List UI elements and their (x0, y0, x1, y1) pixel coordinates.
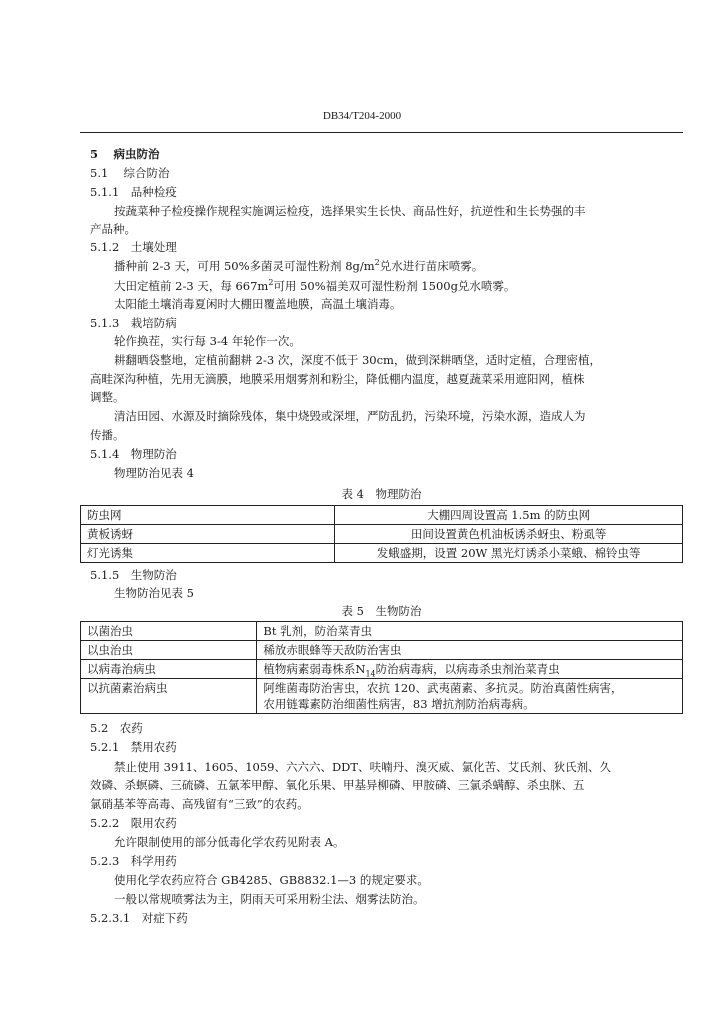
paragraph-line: 物理防治见表 4 (114, 466, 194, 480)
subscript: 14 (365, 669, 376, 679)
table-cell: 大棚四周设置高 1.5m 的防虫网 (335, 506, 683, 525)
cell-line: 农用链霉素防治细菌性病害，83 增抗剂防治病毒病。 (263, 697, 535, 711)
table-4-caption: 表 4 物理防治 (341, 487, 422, 501)
paragraph-line: 高畦深沟种植，先用无滴膜，地膜采用烟雾剂和粉尘，降低棚内温度，越夏蔬菜采用遮阳网，植株 (90, 372, 585, 386)
section-5-1-1-heading: 5.1.1 品种检疫 (90, 185, 177, 199)
table-cell: 发蛾盛期，设置 20W 黑光灯诱杀小菜蛾、棉铃虫等 (335, 544, 683, 563)
section-5-1-2-heading: 5.1.2 土壤处理 (90, 240, 177, 254)
paragraph-line: 效磷、杀螟磷、三硫磷、五氯苯甲醇、氧化乐果、甲基异柳磷、甲胺磷、三氯杀螨醇、杀虫脒、五 (90, 778, 585, 792)
superscript: 2 (374, 258, 380, 268)
section-5-1-3-heading: 5.1.3 栽培防病 (90, 316, 177, 330)
paragraph-line: 按蔬菜种子检疫操作规程实施调运检疫，选择果实生长快、商品性好，抗逆性和生长势强的丰 (114, 204, 586, 218)
section-5-heading: 5 病虫防治 (90, 147, 160, 161)
section-5-2-3-heading: 5.2.3 科学用药 (90, 854, 177, 868)
table-cell: 防虫网 (81, 506, 335, 525)
paragraph-line: 太阳能土壤消毒夏闲时大棚田覆盖地膜，高温土壤消毒。 (114, 297, 402, 311)
paragraph-line: 轮作换茬，实行每 3-4 年轮作一次。 (114, 334, 301, 348)
table-cell: 黄板诱蚜 (81, 525, 335, 544)
table-row (81, 506, 683, 525)
paragraph-line: 传播。 (90, 428, 125, 442)
table-row (81, 679, 683, 714)
cell-line: 阿维菌毒防治害虫，农抗 120、武夷菌素、多抗灵。防治真菌性病害， (263, 681, 623, 695)
paragraph-line: 使用化学农药应符合 GB4285、GB8832.1—3 的规定要求。 (114, 873, 429, 887)
section-5-2-1-heading: 5.2.1 禁用农药 (90, 740, 177, 754)
text-run: 可用 50%福美双可湿性粉剂 1500g兑水喷雾。 (273, 279, 516, 293)
paragraph-line: 一般以常规喷雾法为主，阴雨天可采用粉尘法、烟雾法防治。 (114, 892, 425, 906)
paragraph-line: 生物防治见表 5 (114, 586, 194, 600)
section-5-2-heading: 5.2 农药 (90, 721, 143, 735)
paragraph-line: 允许限制使用的部分低毒化学农药见附表 A。 (114, 835, 345, 849)
table-cell: 以病毒治病虫 (81, 660, 257, 679)
paragraph-line (114, 259, 483, 273)
table-cell: 田间设置黄色机油板诱杀蚜虫、粉虱等 (335, 525, 683, 544)
table-cell (257, 679, 683, 714)
superscript: 2 (268, 278, 274, 288)
table-cell: 灯光诱集 (81, 544, 335, 563)
section-5-1-4-heading: 5.1.4 物理防治 (90, 447, 177, 461)
table-4 (80, 505, 683, 563)
table-cell: Bt 乳剂，防治菜青虫 (257, 622, 683, 641)
paragraph-line: 清洁田园、水源及时摘除残体，集中烧毁或深埋，严防乱扔，污染环境，污染水源，造成人为 (114, 409, 586, 423)
paragraph-line: 产品种。 (90, 222, 136, 236)
section-5-2-3-1-heading: 5.2.3.1 对症下药 (90, 911, 188, 925)
paragraph-line: 禁止使用 3911、1605、1059、六六六、DDT、呋喃丹、溴灭威、氯化苦、艾氏剂、狄氏剂、久 (114, 760, 612, 774)
paragraph-line: 耕翻晒袋整地，定植前翻耕 2-3 次，深度不低于 30cm，做到深耕晒垡，适时定植，合理密植， (114, 353, 601, 367)
table-cell: 稀放赤眼蜂等天敌防治害虫 (257, 641, 683, 660)
section-5-1-5-heading: 5.1.5 生物防治 (90, 568, 177, 582)
table-row (81, 544, 683, 563)
header-rule (80, 132, 683, 133)
table-5-caption: 表 5 生物防治 (341, 604, 422, 618)
table-row (81, 641, 683, 660)
table-cell: 以菌治虫 (81, 622, 257, 641)
table-cell: 以抗菌素治病虫 (81, 679, 257, 714)
text-run: 植物病素弱毒株系N (263, 662, 366, 676)
section-5-2-2-heading: 5.2.2 限用农药 (90, 816, 177, 830)
text-run: 播种前 2-3 天，可用 50%多菌灵可湿性粉剂 8g/m (114, 259, 375, 273)
table-cell (257, 660, 683, 679)
section-5-1-heading: 5.1 综合防治 (90, 166, 170, 180)
text-run: 兑水进行苗床喷雾。 (379, 259, 484, 273)
paragraph-line: 氯硝基苯等高毒、高残留有“三致”的农药。 (90, 797, 309, 811)
paragraph-line: 调整。 (90, 390, 125, 404)
table-cell: 以虫治虫 (81, 641, 257, 660)
table-row (81, 660, 683, 679)
table-row (81, 525, 683, 544)
table-5 (80, 621, 683, 714)
table-row (81, 622, 683, 641)
text-run: 大田定植前 2-3 天，每 667m (114, 279, 269, 293)
paragraph-line (114, 279, 515, 293)
text-run: 防治病毒病，以病毒杀虫剂治菜青虫 (375, 662, 560, 676)
page-header-code: DB34/T204-2000 (322, 110, 402, 122)
